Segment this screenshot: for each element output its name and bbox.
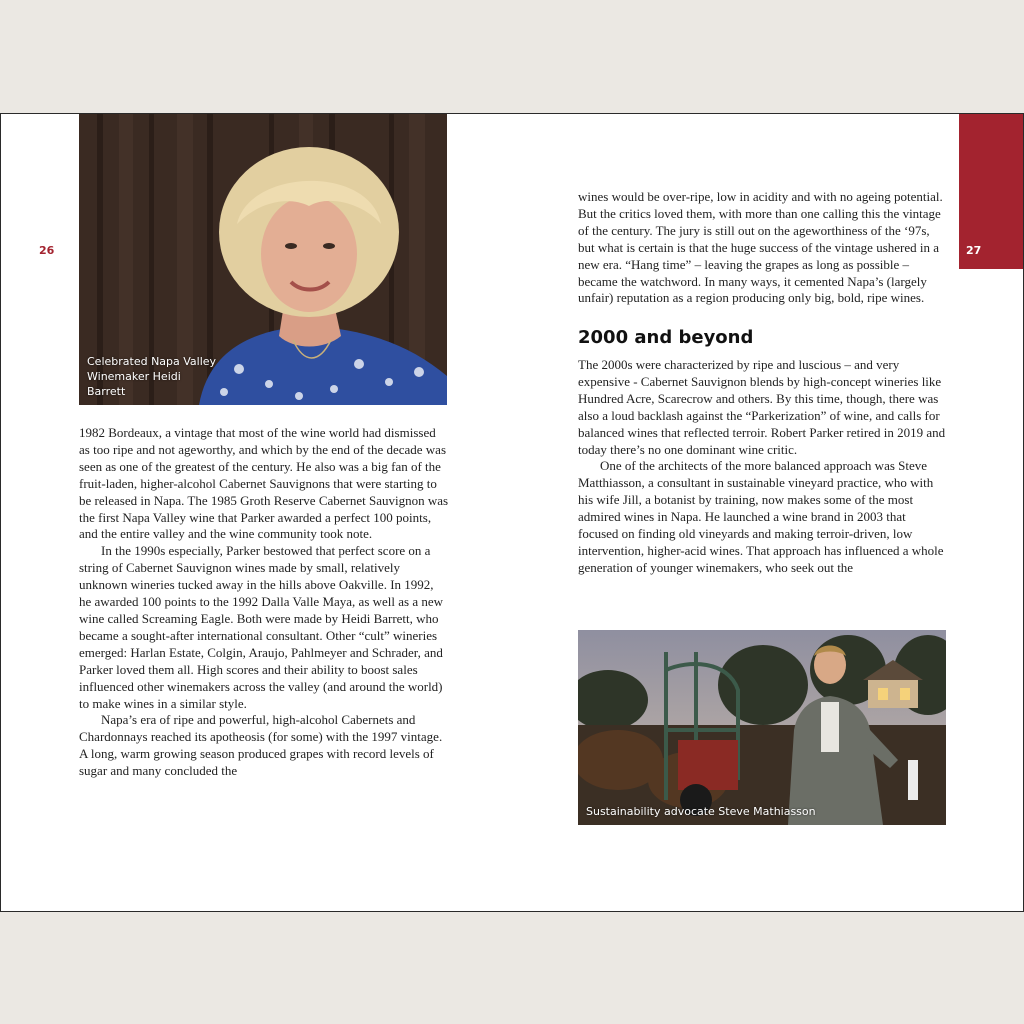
left-column-text (79, 425, 449, 780)
book-spread (0, 113, 1024, 912)
photo-caption-right: Sustainability advocate Steve Mathiasson (586, 805, 816, 818)
photo-caption-left: Celebrated Napa Valley Winemaker Heidi Barrett (87, 355, 217, 398)
right-column-intro (578, 189, 948, 307)
paragraph: wines would be over-ripe, low in acidity and with no ageing potential. But the critics loved them, with more than one calling this the vintage of the century. The jury is still out on the ageworthiness of the ‘97s, but what is certain is that the huge success of the vintage ushered in a new era. “Hang time” – leaving the grapes as long as possible – became the watchword. In many ways, it cemented Napa’s (largely unfair) reputation as a region producing only big, bold, ripe wines. (578, 189, 943, 306)
paragraph: Napa’s era of ripe and powerful, high-alcohol Cabernets and Chardonnays reached its apotheosis (for some) with the 1997 vintage. A long, warm growing season produced grapes with record levels of sugar and many concluded the (79, 712, 443, 779)
right-column-text (578, 357, 948, 577)
paragraph: The 2000s were characterized by ripe and luscious – and very expensive - Cabernet Sauvignon blends by high-concept wineries like Hundred Acre, Scarecrow and others. By this time, though, there was also a loud backlash against the “Parkerization” of wine, and calls for balanced wines that reflected terroir. Robert Parker retired in 2019 and today there’s no one dominant wine critic. (578, 357, 946, 457)
section-heading: 2000 and beyond (578, 327, 754, 348)
page-number-right: 27 (966, 244, 982, 257)
paragraph: One of the architects of the more balanced approach was Steve Matthiasson, a consultant in sustainable vineyard practice, who with his wife Jill, a botanist by training, now makes some of the most admired wines in Napa. He launched a wine brand in 2003 that focused on finding old vineyards and making terroir-driven, low intervention, higher-acid wines. That approach has influenced a whole generation of younger winemakers, who seek out the (578, 458, 944, 575)
photo-steve-mathiasson (578, 630, 946, 825)
paragraph: In the 1990s especially, Parker bestowed that perfect score on a string of Cabernet Sauvignon wines made by small, relatively unknown wineries tucked away in the hills above Oakville. In 1992, he awarded 100 points to the 1992 Dalla Valle Maya, as well as a new wine called Screaming Eagle. Both were made by Heidi Barrett, who became a sought-after international consultant. Other “cult” wineries emerged: Harlan Estate, Colgin, Araujo, Pahlmeyer and Schrader, and Parker loved them all. High scores and their ability to boost sales influenced other winemakers across the valley (and around the world) to make wines in a similar style. (79, 543, 444, 711)
page-number-left: 26 (39, 244, 55, 257)
vineyard-image (578, 630, 946, 825)
paragraph: 1982 Bordeaux, a vintage that most of the wine world had dismissed as too ripe and not ageworthy, and which by the end of the decade was seen as one of the greatest of the century. He also was a big fan of the fruit-laden, higher-alcohol Cabernet Sauvignons that were starting to be released in Napa. The 1985 Groth Reserve Cabernet Sauvignon was the first Napa Valley wine that Parker awarded a perfect 100 points, and the entire valley and the wine community took note. (79, 425, 449, 542)
photo-heidi-barrett (79, 114, 447, 405)
